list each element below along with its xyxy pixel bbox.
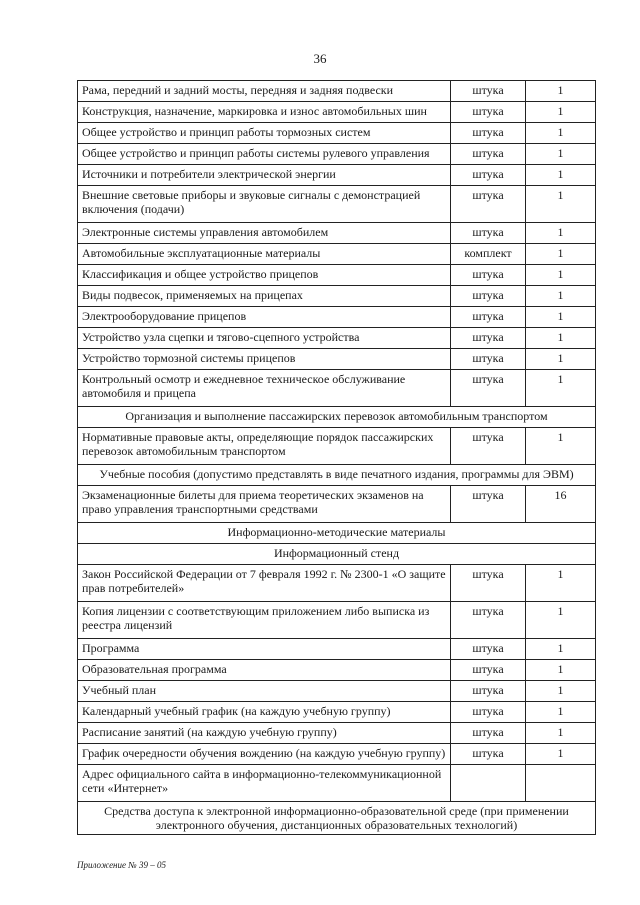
section-title: Организация и выполнение пассажирских перевозок автомобильным транспортом	[78, 407, 596, 428]
quantity-cell: 1	[526, 681, 596, 702]
item-name-cell: Устройство узла сцепки и тягово-сцепного устройства	[78, 328, 451, 349]
table-row	[78, 165, 596, 186]
item-name-cell: Автомобильные эксплуатационные материалы	[78, 244, 451, 265]
section-row	[78, 407, 596, 428]
item-name-cell: Внешние световые приборы и звуковые сигналы с демонстрацией включения (подачи)	[78, 186, 451, 223]
quantity-cell: 1	[526, 81, 596, 102]
unit-cell: штука	[451, 702, 526, 723]
table-row	[78, 660, 596, 681]
quantity-cell: 1	[526, 186, 596, 223]
quantity-cell: 1	[526, 639, 596, 660]
item-name-cell: График очередности обучения вождению (на каждую учебную группу)	[78, 744, 451, 765]
item-name-cell: Конструкция, назначение, маркировка и износ автомобильных шин	[78, 102, 451, 123]
unit-cell: штука	[451, 81, 526, 102]
table-row	[78, 486, 596, 523]
table-row	[78, 265, 596, 286]
table-row	[78, 681, 596, 702]
quantity-cell: 1	[526, 165, 596, 186]
table-row	[78, 744, 596, 765]
table-row	[78, 286, 596, 307]
table-row	[78, 349, 596, 370]
unit-cell: штука	[451, 349, 526, 370]
unit-cell: комплект	[451, 244, 526, 265]
item-name-cell: Устройство тормозной системы прицепов	[78, 349, 451, 370]
unit-cell: штука	[451, 307, 526, 328]
quantity-cell: 1	[526, 123, 596, 144]
quantity-cell: 1	[526, 265, 596, 286]
section-title: Учебные пособия (допустимо представлять в виде печатного издания, программы для ЭВМ)	[78, 465, 596, 486]
table-row	[78, 102, 596, 123]
quantity-cell: 1	[526, 328, 596, 349]
unit-cell: штука	[451, 144, 526, 165]
item-name-cell: Программа	[78, 639, 451, 660]
equipment-table	[77, 80, 596, 835]
item-name-cell: Расписание занятий (на каждую учебную группу)	[78, 723, 451, 744]
quantity-cell: 1	[526, 286, 596, 307]
item-name-cell: Источники и потребители электрической энергии	[78, 165, 451, 186]
table-row	[78, 565, 596, 602]
quantity-cell: 1	[526, 102, 596, 123]
unit-cell: штука	[451, 328, 526, 349]
item-name-cell: Закон Российской Федерации от 7 февраля 1992 г. № 2300-1 «О защите прав потребителей»	[78, 565, 451, 602]
unit-cell: штука	[451, 660, 526, 681]
section-title: Средства доступа к электронной информационно-образовательной среде (при применении электронного обучения, дистанционных образовательных технологий)	[78, 802, 596, 835]
item-name-cell: Адрес официального сайта в информационно-телекоммуникационной сети «Интернет»	[78, 765, 451, 802]
section-row	[78, 523, 596, 544]
table-row	[78, 639, 596, 660]
unit-cell: штука	[451, 223, 526, 244]
unit-cell: штука	[451, 265, 526, 286]
quantity-cell: 1	[526, 660, 596, 681]
item-name-cell: Образовательная программа	[78, 660, 451, 681]
item-name-cell: Экзаменационные билеты для приема теоретических экзаменов на право управления транспортными средствами	[78, 486, 451, 523]
table-row	[78, 602, 596, 639]
unit-cell: штука	[451, 486, 526, 523]
footer-note: Приложение № 39 – 05	[77, 860, 167, 870]
quantity-cell: 1	[526, 370, 596, 407]
table-row	[78, 307, 596, 328]
section-row	[78, 465, 596, 486]
item-name-cell: Нормативные правовые акты, определяющие порядок пассажирских перевозок автомобильным транспортом	[78, 428, 451, 465]
item-name-cell: Копия лицензии с соответствующим приложением либо выписка из реестра лицензий	[78, 602, 451, 639]
table-body	[78, 81, 596, 835]
item-name-cell: Контрольный осмотр и ежедневное техническое обслуживание автомобиля и прицепа	[78, 370, 451, 407]
table-row	[78, 81, 596, 102]
table-row	[78, 123, 596, 144]
quantity-cell: 1	[526, 428, 596, 465]
item-name-cell: Общее устройство и принцип работы тормозных систем	[78, 123, 451, 144]
quantity-cell: 1	[526, 307, 596, 328]
table-row	[78, 765, 596, 802]
quantity-cell: 1	[526, 223, 596, 244]
item-name-cell: Общее устройство и принцип работы системы рулевого управления	[78, 144, 451, 165]
unit-cell: штука	[451, 370, 526, 407]
table-row	[78, 144, 596, 165]
unit-cell: штука	[451, 681, 526, 702]
table-row	[78, 370, 596, 407]
unit-cell: штука	[451, 744, 526, 765]
unit-cell: штука	[451, 123, 526, 144]
unit-cell: штука	[451, 428, 526, 465]
table-row	[78, 702, 596, 723]
quantity-cell: 1	[526, 744, 596, 765]
quantity-cell: 1	[526, 144, 596, 165]
table-row	[78, 223, 596, 244]
unit-cell: штука	[451, 639, 526, 660]
unit-cell: штука	[451, 102, 526, 123]
item-name-cell: Классификация и общее устройство прицепов	[78, 265, 451, 286]
unit-cell	[451, 765, 526, 802]
unit-cell: штука	[451, 723, 526, 744]
table-row	[78, 328, 596, 349]
item-name-cell: Электрооборудование прицепов	[78, 307, 451, 328]
quantity-cell: 1	[526, 349, 596, 370]
section-title: Информационный стенд	[78, 544, 596, 565]
unit-cell: штука	[451, 286, 526, 307]
section-title: Информационно-методические материалы	[78, 523, 596, 544]
quantity-cell: 1	[526, 702, 596, 723]
table-row	[78, 244, 596, 265]
unit-cell: штука	[451, 186, 526, 223]
table-row	[78, 428, 596, 465]
table-row	[78, 723, 596, 744]
quantity-cell: 1	[526, 602, 596, 639]
item-name-cell: Электронные системы управления автомобилем	[78, 223, 451, 244]
quantity-cell: 1	[526, 565, 596, 602]
item-name-cell: Рама, передний и задний мосты, передняя и задняя подвески	[78, 81, 451, 102]
quantity-cell: 16	[526, 486, 596, 523]
quantity-cell	[526, 765, 596, 802]
quantity-cell: 1	[526, 723, 596, 744]
table-row	[78, 186, 596, 223]
item-name-cell: Учебный план	[78, 681, 451, 702]
section-row	[78, 802, 596, 835]
quantity-cell: 1	[526, 244, 596, 265]
unit-cell: штука	[451, 165, 526, 186]
unit-cell: штука	[451, 565, 526, 602]
unit-cell: штука	[451, 602, 526, 639]
page-number: 36	[313, 51, 327, 66]
item-name-cell: Виды подвесок, применяемых на прицепах	[78, 286, 451, 307]
section-row	[78, 544, 596, 565]
item-name-cell: Календарный учебный график (на каждую учебную группу)	[78, 702, 451, 723]
